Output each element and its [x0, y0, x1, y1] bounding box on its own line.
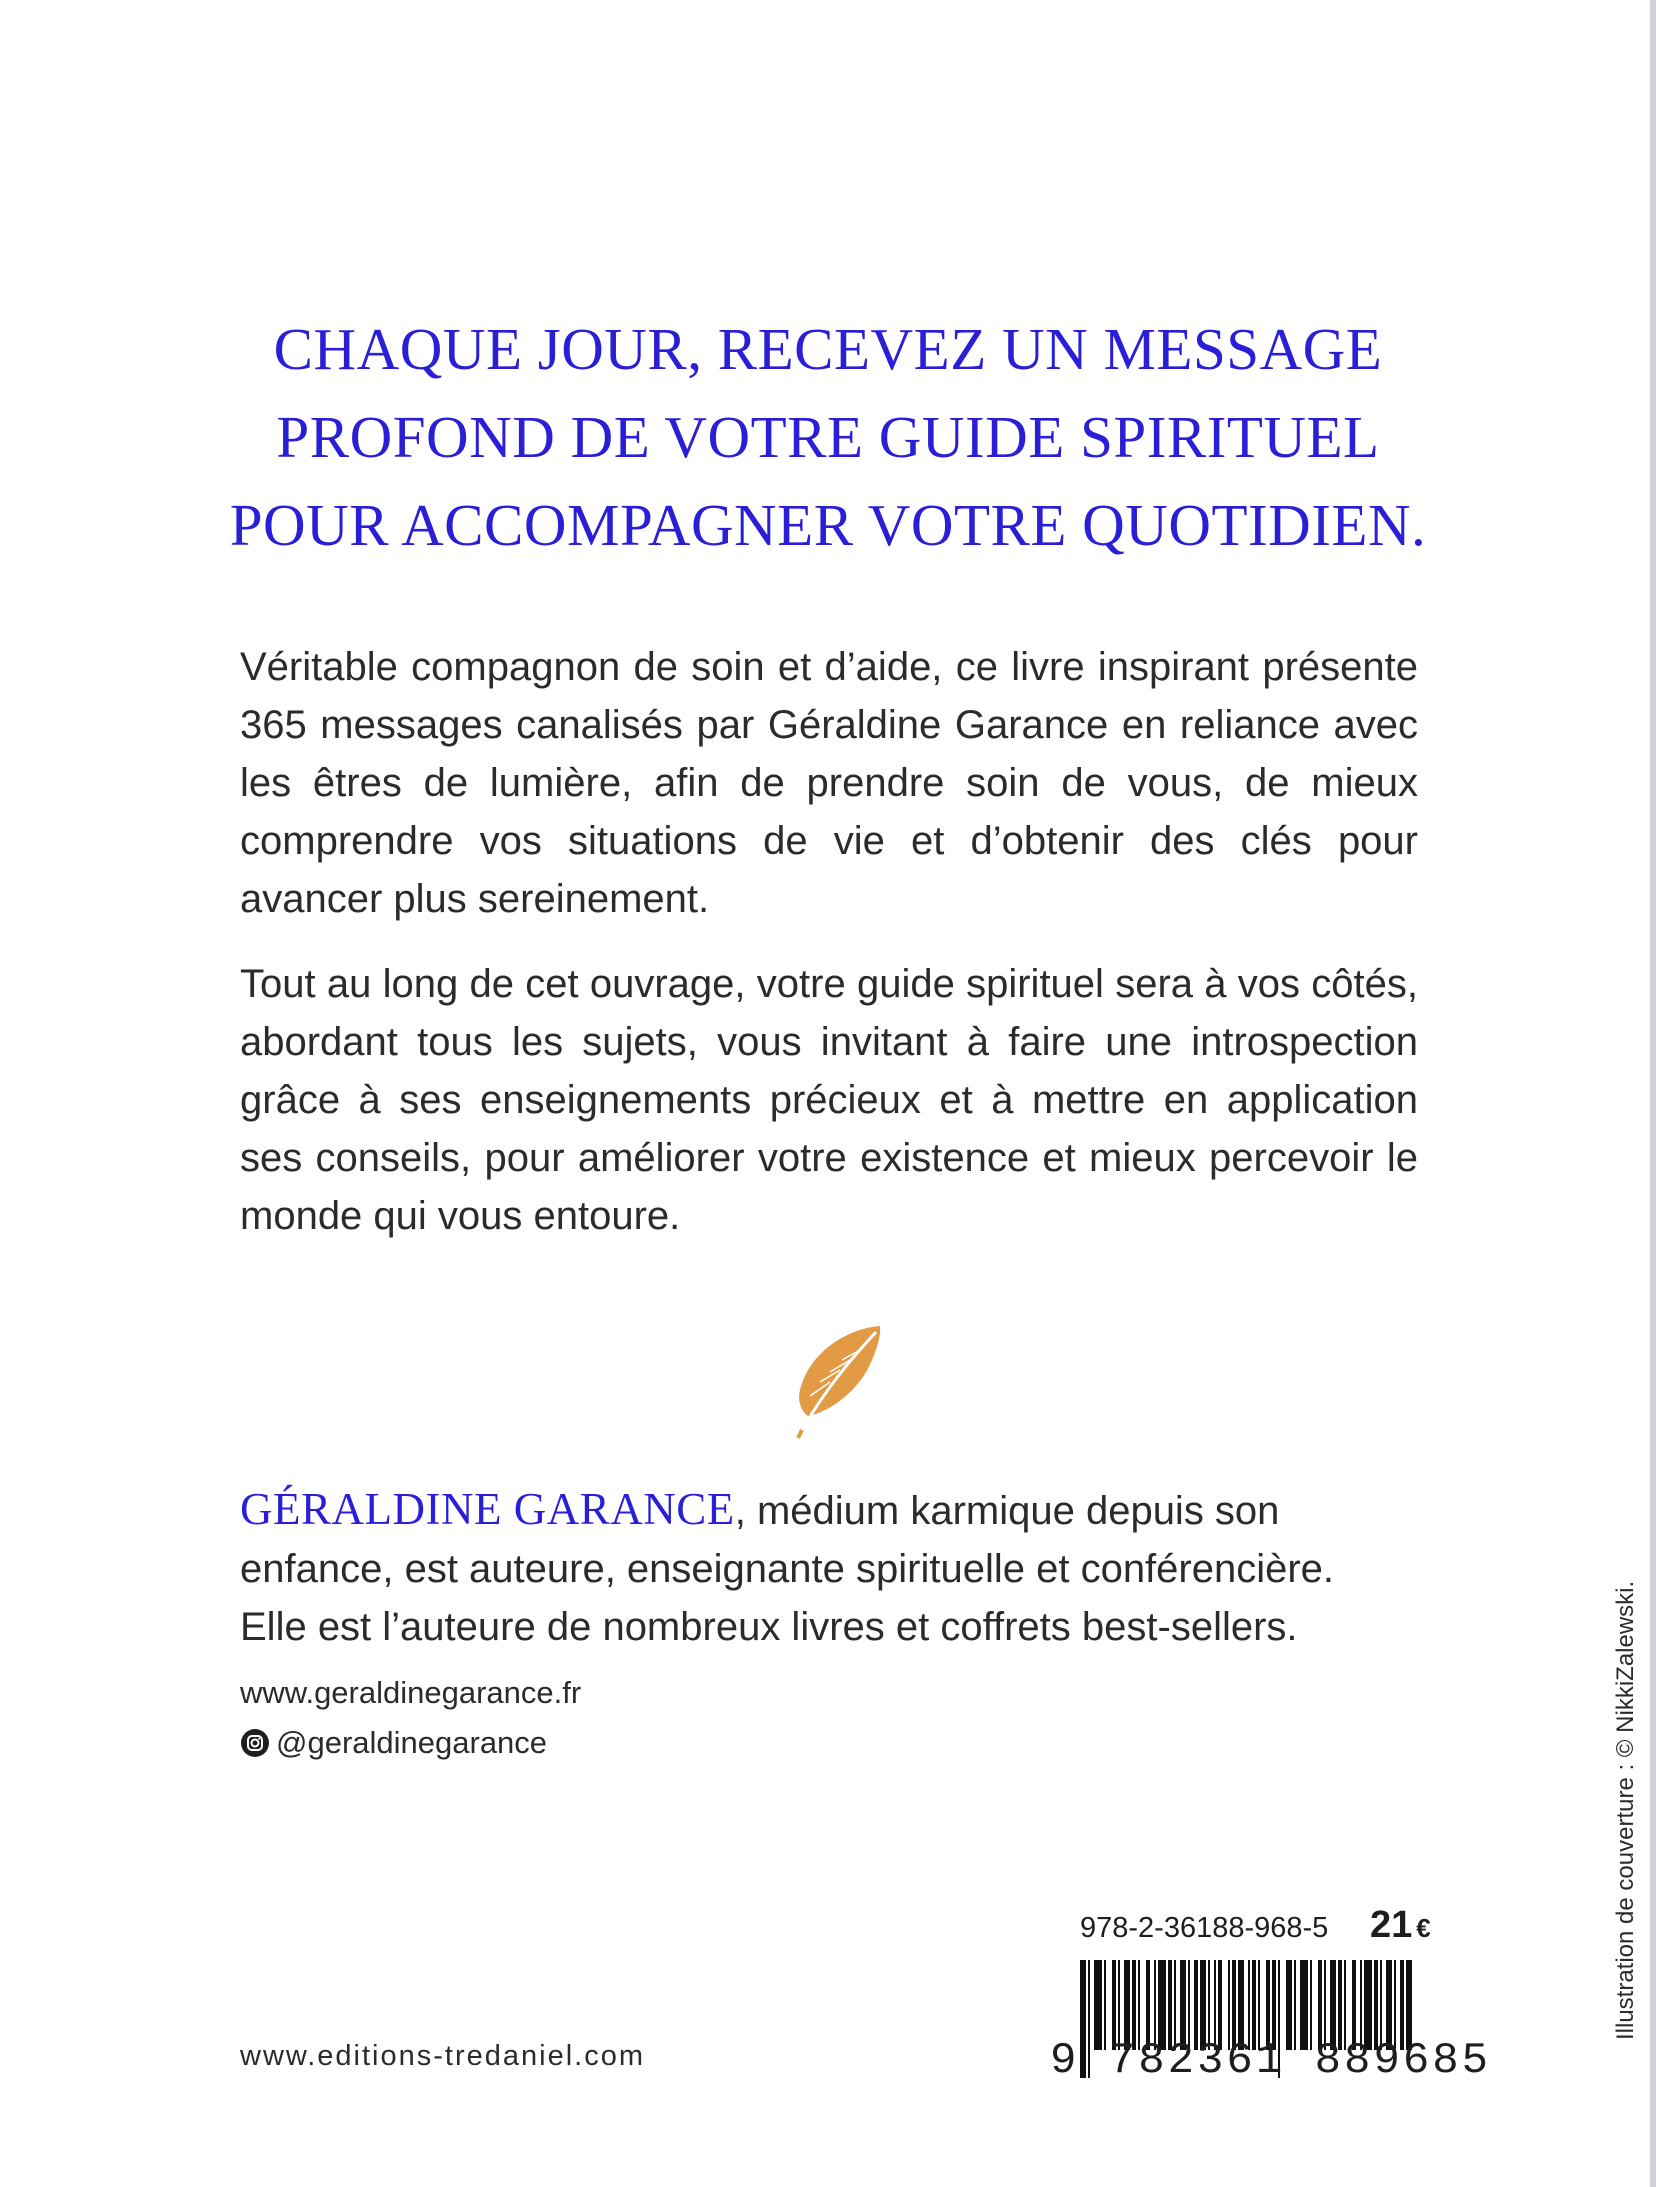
- headline-line-2: PROFOND DE VOTRE GUIDE SPIRITUEL: [276, 404, 1380, 470]
- description-paragraph-1: [240, 638, 1418, 928]
- isbn: 978-2-36188-968-5: [1080, 1912, 1329, 1944]
- author-name: GÉRALDINE GARANCE: [240, 1484, 735, 1534]
- headline: [150, 305, 1506, 569]
- paragraph-1-text: Véritable compagnon de soin et d’aide, ce livre inspirant présente 365 messages canalisés par Géraldine Garance en reliance avec les êtres de lumière, afin de prendre soin de vous, de mieux comprendre vos situations de vie et d’obtenir des clés pour avancer plus sereinement.: [240, 645, 1418, 921]
- publisher-url[interactable]: www.editions-tredaniel.com: [240, 2040, 645, 2072]
- bio-line-3: Elle est l’auteure de nombreux livres et coffrets best-sellers.: [240, 1605, 1298, 1649]
- price-amount: 21: [1370, 1904, 1413, 1946]
- author-contact: [240, 1668, 581, 1768]
- feather-icon: [780, 1320, 890, 1440]
- headline-line-3: POUR ACCOMPAGNER VOTRE QUOTIDIEN.: [229, 492, 1427, 558]
- headline-line-1: CHAQUE JOUR, RECEVEZ UN MESSAGE: [273, 316, 1383, 382]
- page-edge: [1650, 0, 1656, 2187]
- isbn-price-row: [1080, 1904, 1440, 1946]
- author-instagram[interactable]: @geraldinegarance: [276, 1725, 548, 1760]
- price-currency: €: [1416, 1913, 1431, 1943]
- price: [1370, 1904, 1431, 1947]
- description-paragraph-2: [240, 955, 1418, 1245]
- instagram-icon: [240, 1728, 270, 1758]
- bio-line-2: enfance, est auteure, enseignante spirituelle et conférencière.: [240, 1547, 1335, 1591]
- cover-credit: Illustration de couverture : © NikkiZalewski.: [1612, 1580, 1639, 2040]
- barcode-digits: 9 782361 889685: [1050, 2036, 1492, 2086]
- author-bio: [240, 1480, 1418, 1656]
- paragraph-2-text: Tout au long de cet ouvrage, votre guide spirituel sera à vos côtés, abordant tous les sujets, vous invitant à faire une introspection grâce à ses enseignements précieux et à mettre en application ses conseils, pour améliorer votre existence et mieux percevoir le monde qui vous entoure.: [240, 962, 1418, 1238]
- bio-line-1: , médium karmique depuis son: [734, 1489, 1280, 1533]
- author-website[interactable]: www.geraldinegarance.fr: [240, 1675, 582, 1710]
